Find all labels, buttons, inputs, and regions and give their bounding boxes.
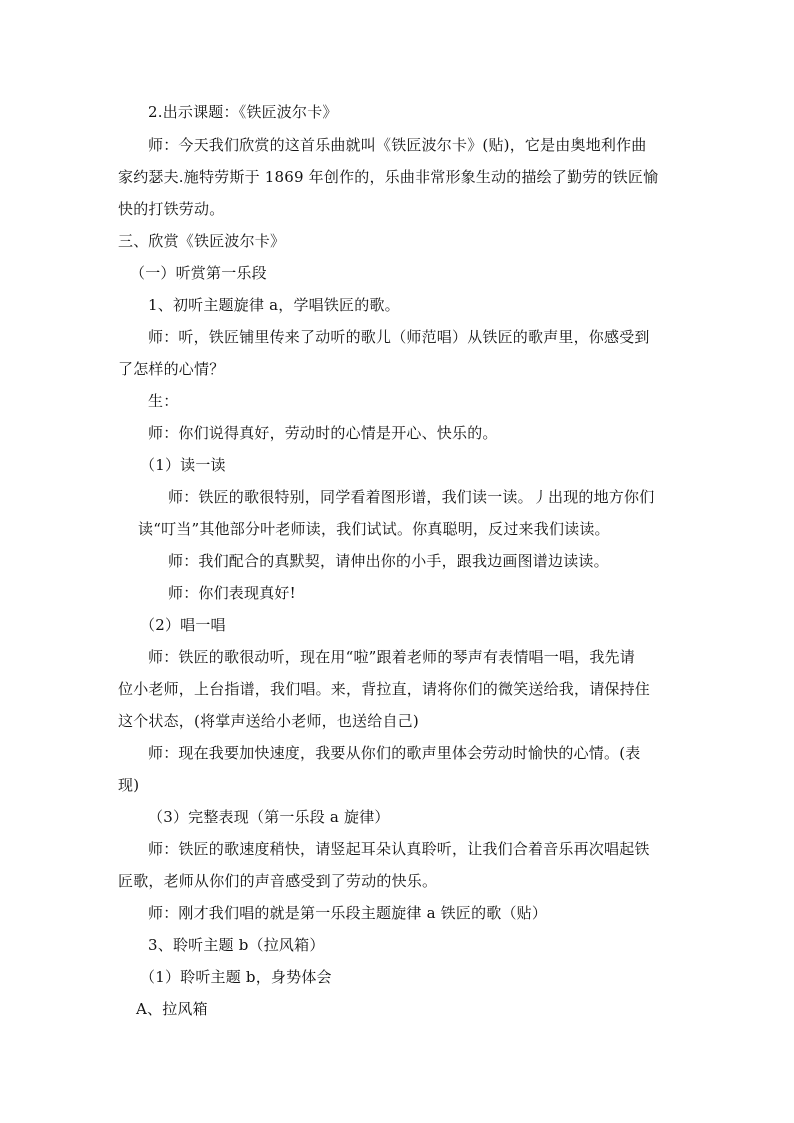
paragraph-line: 师：你们表现真好! — [168, 584, 296, 602]
subsection-item-heading: （3）完整表现（第一乐段 a 旋律） — [148, 808, 390, 826]
paragraph-line: 了怎样的心情？ — [118, 360, 225, 378]
paragraph-line: 匠歌，老师从你们的声音感受到了劳动的快乐。 — [118, 872, 438, 890]
paragraph-line: 师：铁匠的歌很特别，同学看着图形谱，我们读一读。丿出现的地方你们 — [168, 488, 655, 506]
paragraph-line: 师：铁匠的歌速度稍快，请竖起耳朵认真聆听，让我们合着音乐再次唱起铁 — [148, 840, 650, 858]
subsection-heading: （一）听赏第一乐段 — [130, 264, 267, 282]
paragraph-line: 读“叮当”其他部分叶老师读，我们试试。你真聪明，反过来我们读读。 — [138, 520, 610, 538]
paragraph-line: 师：铁匠的歌很动听，现在用“啦”跟着老师的琴声有表情唱一唱，我先请 — [148, 648, 635, 666]
paragraph-line: 生： — [148, 392, 179, 410]
section-heading: 三、欣赏《铁匠波尔卡》 — [118, 232, 286, 250]
section-subtitle: 2.出示课题：《铁匠波尔卡》 — [148, 103, 338, 121]
paragraph-line: 师：我们配合的真默契，请伸出你的小手，跟我边画图谱边读读。 — [168, 552, 609, 570]
subsection-item-heading: A、拉风箱 — [136, 1000, 208, 1018]
paragraph-line: 现) — [118, 776, 140, 794]
subsection-item-heading: （1）读一读 — [140, 456, 226, 474]
paragraph-line: 师：刚才我们唱的就是第一乐段主题旋律 a 铁匠的歌（贴） — [148, 904, 548, 922]
paragraph-line: 家约瑟夫.施特劳斯于 1869 年创作的，乐曲非常形象生动的描绘了勤劳的铁匠愉 — [118, 168, 659, 186]
paragraph-line: 师：你们说得真好，劳动时的心情是开心、快乐的。 — [148, 424, 498, 442]
paragraph-line: 师：现在我要加快速度，我要从你们的歌声里体会劳动时愉快的心情。(表 — [148, 744, 641, 762]
paragraph-line: 位小老师，上台指谱，我们唱。来，背拉直，请将你们的微笑送给我，请保持住 — [118, 680, 651, 698]
paragraph-line: 师：今天我们欣赏的这首乐曲就叫《铁匠波尔卡》(贴)，它是由奥地利作曲 — [148, 136, 647, 154]
subsection-item-heading: （1）聆听主题 b，身势体会 — [140, 968, 332, 986]
paragraph-line: 这个状态，(将掌声送给小老师，也送给自己) — [118, 712, 419, 730]
paragraph-line: 快的打铁劳动。 — [118, 200, 225, 218]
step-heading: 1、初听主题旋律 a，学唱铁匠的歌。 — [148, 296, 400, 314]
step-heading: 3、聆听主题 b（拉风箱） — [148, 936, 325, 954]
subsection-item-heading: （2）唱一唱 — [140, 616, 226, 634]
paragraph-line: 师：听，铁匠铺里传来了动听的歌儿（师范唱）从铁匠的歌声里，你感受到 — [148, 328, 650, 346]
